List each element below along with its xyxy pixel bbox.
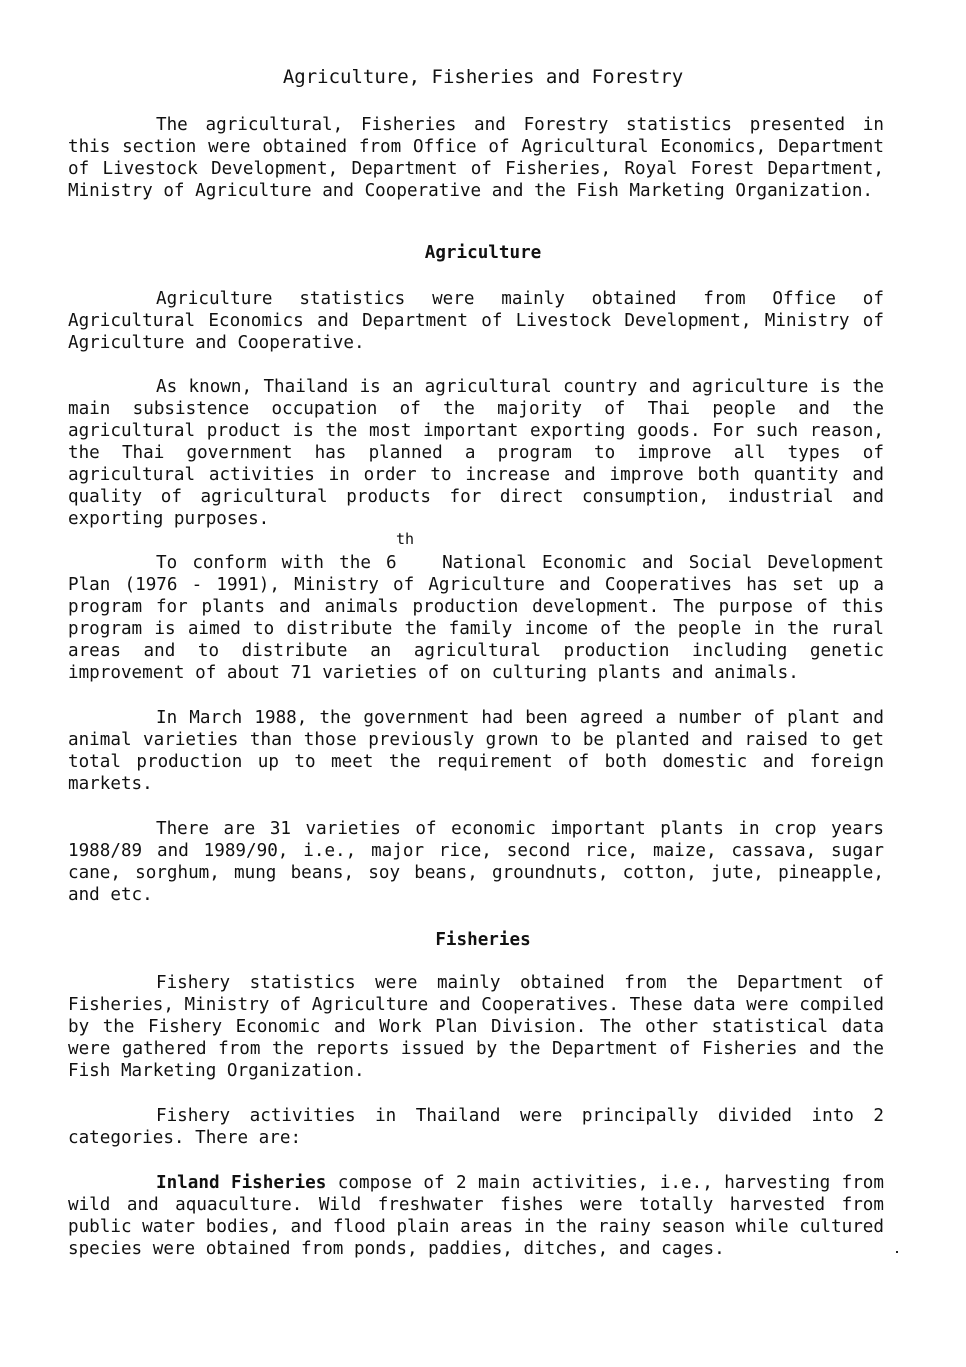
page-title: Agriculture, Fisheries and Forestry bbox=[282, 66, 684, 88]
agriculture-paragraph-3-lead: To conform with the 6 bbox=[156, 553, 397, 573]
agriculture-heading: Agriculture bbox=[424, 243, 542, 263]
ordinal-superscript: th bbox=[396, 530, 415, 548]
inland-fisheries-runin: Inland Fisheries bbox=[156, 1173, 327, 1193]
agriculture-paragraph-3-rest: National Economic and Social Development Plan (1976 - 1991), Ministry of Agriculture and Cooperatives has set up a program for plants and animals production development. The purpose of this program is aimed to distribute the family income of the people in the rural areas and to distribute an agricultural production including genetic improvement of about 71 varieties of on culturing plants and animals. bbox=[68, 553, 884, 683]
intro-paragraph: The agricultural, Fisheries and Forestry statistics presented in this section were obtained from Office of Agricultural Economics, Department of Livestock Development, Department of Fisheries, Royal Forest Department, Ministry of Agriculture and Cooperative and the Fish Marketing Organization. bbox=[68, 115, 884, 201]
agriculture-paragraph-3 bbox=[68, 552, 884, 684]
agriculture-paragraph-4: In March 1988, the government had been agreed a number of plant and animal varieties than those previously grown to be planted and raised to get total production up to meet the requirement of both domestic and foreign markets. bbox=[68, 708, 884, 794]
agriculture-paragraph-1: Agriculture statistics were mainly obtained from Office of Agricultural Economics and Department of Livestock Development, Ministry of Agriculture and Cooperative. bbox=[68, 289, 884, 353]
fisheries-paragraph-3 bbox=[68, 1172, 884, 1260]
fisheries-paragraph-1: Fishery statistics were mainly obtained from the Department of Fisheries, Ministry of Agriculture and Cooperatives. These data were compiled by the Fishery Economic and Work Plan Division. The other statistical data were gathered from the reports issued by the Department of Fisheries and the Fish Marketing Organization. bbox=[68, 973, 884, 1081]
fisheries-paragraph-3-rest: compose of 2 main activities, i.e., harvesting from wild and aquaculture. Wild freshwater fishes were totally harvested from public water bodies, and flood plain areas in the rainy season while cultured species were obtained from ponds, paddies, ditches, and cages. bbox=[68, 1173, 884, 1259]
agriculture-paragraph-5: There are 31 varieties of economic important plants in crop years 1988/89 and 1989/90, i.e., major rice, second rice, maize, cassava, sugar cane, sorghum, mung beans, soy beans, groundnuts, cotton, jute, pineapple, and etc. bbox=[68, 819, 884, 905]
fisheries-heading: Fisheries bbox=[435, 930, 531, 950]
stray-mark bbox=[896, 1251, 898, 1253]
fisheries-paragraph-2: Fishery activities in Thailand were principally divided into 2 categories. There are: bbox=[68, 1106, 884, 1148]
agriculture-paragraph-2: As known, Thailand is an agricultural country and agriculture is the main subsistence occupation of the majority of Thai people and the agricultural product is the most important exporting goods. For such reason, the Thai government has planned a program to improve all types of agricultural activities in order to increase and improve both quantity and quality of agricultural products for direct consumption, industrial and exporting purposes. bbox=[68, 377, 884, 529]
